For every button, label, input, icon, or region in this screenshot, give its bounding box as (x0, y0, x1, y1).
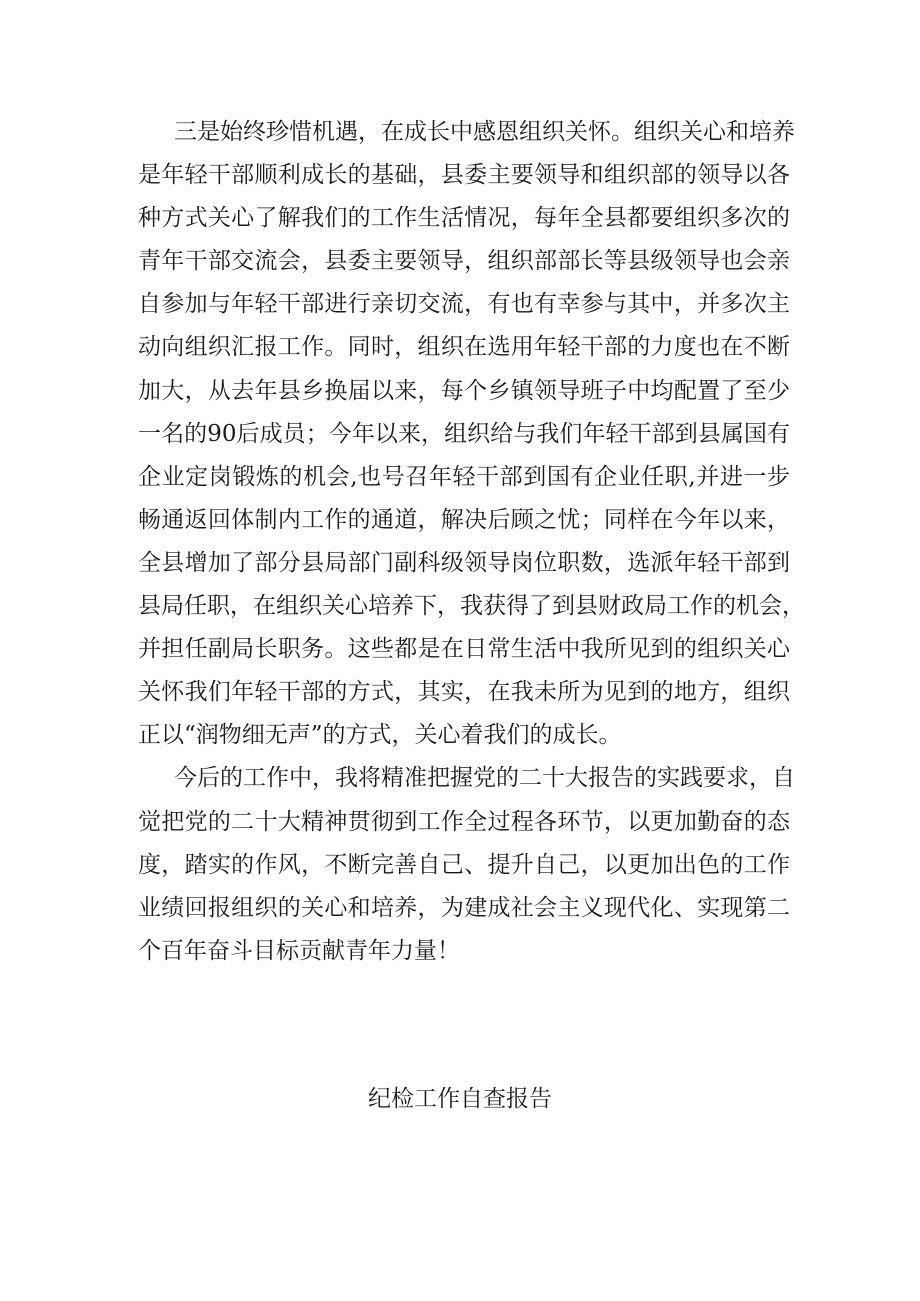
paragraph-line: 觉把党的二十大精神贯彻到工作全过程各环节，以更加勤奋的态 (138, 808, 790, 835)
paragraph-line: 并担任副局长职务。这些都是在日常生活中我所见到的组织关心 (138, 636, 790, 663)
paragraph-line: 自参加与年轻干部进行亲切交流，有也有幸参与其中，并多次主 (138, 291, 790, 318)
paragraph-line: 加大，从去年县乡换届以来，每个乡镇领导班子中均配置了至少 (138, 377, 790, 404)
paragraph-line: 企业定岗锻炼的机会,也号召年轻干部到国有企业任职,并进一步 (138, 463, 790, 490)
paragraph-line: 关怀我们年轻干部的方式，其实，在我未所为见到的地方，组织 (138, 679, 790, 706)
paragraph-line: 县局任职，在组织关心培养下，我获得了到县财政局工作的机会， (138, 593, 805, 620)
paragraph-line: 全县增加了部分县局部门副科级领导岗位职数，选派年轻干部到 (138, 549, 790, 576)
paragraph-line: 业绩回报组织的关心和培养，为建成社会主义现代化、实现第二 (138, 894, 790, 921)
paragraph-line: 个百年奋斗目标贡献青年力量！ (138, 937, 460, 964)
paragraph-line: 今后的工作中，我将精准把握党的二十大报告的实践要求，自 (174, 765, 795, 792)
paragraph-line: 动向组织汇报工作。同时，组织在选用年轻干部的力度也在不断 (138, 334, 790, 361)
paragraph-line: 一名的90后成员；今年以来，组织给与我们年轻干部到县属国有 (138, 420, 790, 447)
paragraph-line: 青年干部交流会，县委主要领导，组织部部长等县级领导也会亲 (138, 248, 790, 275)
paragraph-line: 是年轻干部顺利成长的基础，县委主要领导和组织部的领导以各 (138, 162, 790, 189)
paragraph-line: 度，踏实的作风，不断完善自己、提升自己，以更加出色的工作 (138, 851, 790, 878)
paragraph-line: 畅通返回体制内工作的通道，解决后顾之忧；同样在今年以来， (138, 506, 790, 533)
section-title: 纪检工作自查报告 (368, 1086, 552, 1112)
document-body (138, 111, 805, 973)
paragraph-line: 正以“润物细无声”的方式，关心着我们的成长。 (138, 722, 622, 749)
paragraph-2 (138, 757, 795, 972)
paragraph-line: 三是始终珍惜机遇，在成长中感恩组织关怀。组织关心和培养 (174, 119, 795, 145)
paragraph-line: 种方式关心了解我们的工作生活情况，每年全县都要组织多次的 (138, 205, 790, 232)
paragraph-1 (138, 111, 805, 757)
